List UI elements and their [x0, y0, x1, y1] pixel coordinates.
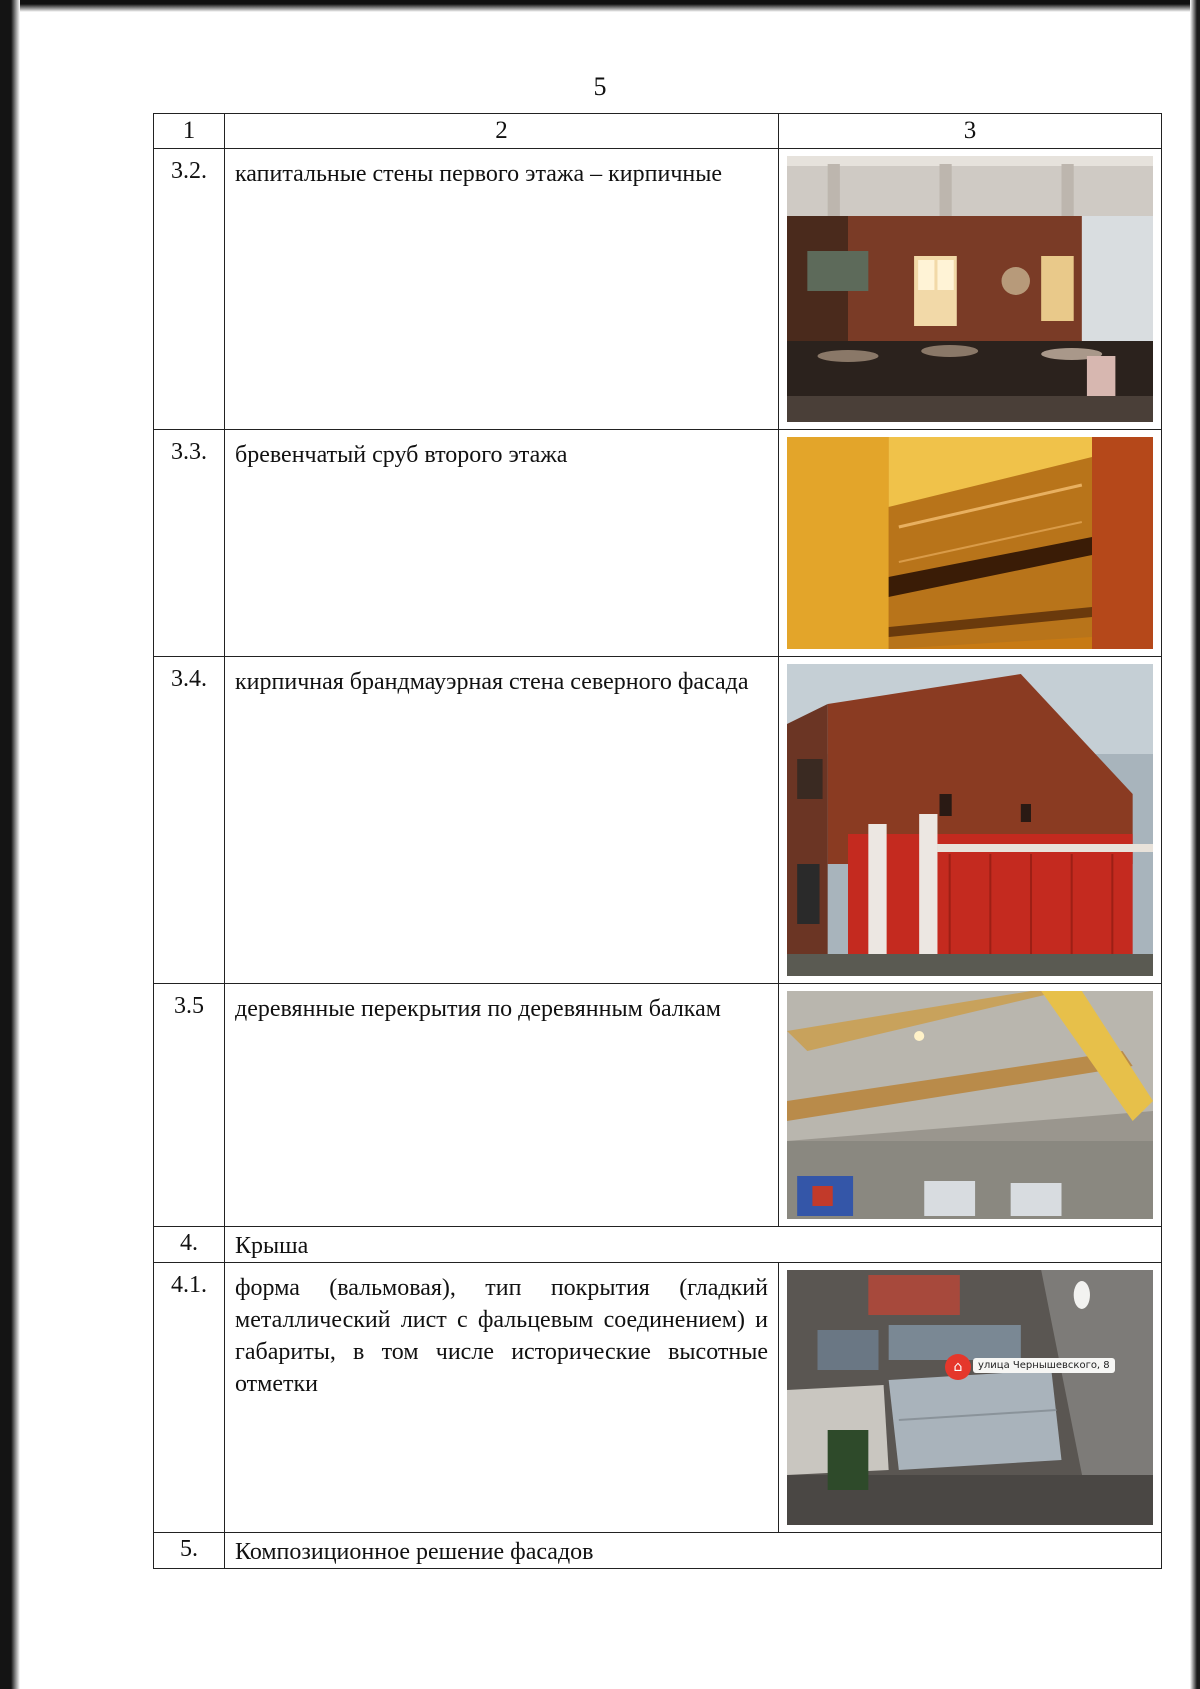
brick-firewall-photo [787, 664, 1153, 976]
elements-table [153, 113, 1162, 1569]
header-col-2: 2 [225, 114, 779, 149]
table-row [154, 1263, 1162, 1533]
photo-cell [779, 984, 1162, 1227]
wooden-ceiling-photo [787, 991, 1153, 1219]
row-number: 3.5 [154, 984, 225, 1227]
aerial-roof-photo [787, 1270, 1153, 1525]
row-description: деревянные перекрытия по деревянным балкам [225, 984, 779, 1227]
photo-cell [779, 657, 1162, 984]
header-col-1: 1 [154, 114, 225, 149]
row-description: бревенчатый сруб второго этажа [225, 430, 779, 657]
table-row [154, 149, 1162, 430]
map-address-label: улица Чернышевского, 8 [973, 1358, 1115, 1373]
page-number: 5 [593, 72, 607, 101]
log-frame-photo [787, 437, 1153, 649]
row-description: капитальные стены первого этажа – кирпичные [225, 149, 779, 430]
table-row [154, 984, 1162, 1227]
table-row [154, 430, 1162, 657]
photo-cell [779, 1263, 1162, 1533]
scan-edge-top [0, 0, 1200, 12]
row-description: кирпичная брандмауэрная стена северного фасада [225, 657, 779, 984]
row-number: 5. [154, 1533, 225, 1569]
photo-cell [779, 149, 1162, 430]
scan-edge-left [0, 0, 20, 1689]
row-number: 4. [154, 1227, 225, 1263]
table-header-row [154, 114, 1162, 149]
row-number: 4.1. [154, 1263, 225, 1533]
photo-cell [779, 430, 1162, 657]
table-row [154, 657, 1162, 984]
cafe-interior-photo [787, 156, 1153, 422]
scan-edge-right [1190, 0, 1200, 1689]
row-number: 3.2. [154, 149, 225, 430]
row-description: форма (вальмовая), тип покрытия (гладкий металлический лист с фальцевым соединением) и габариты, в том числе исторические высотные отметки [225, 1263, 779, 1533]
row-number: 3.3. [154, 430, 225, 657]
map-pin-icon: ⌂ [945, 1354, 971, 1380]
row-number: 3.4. [154, 657, 225, 984]
header-col-3: 3 [779, 114, 1162, 149]
section-title: Композиционное решение фасадов [225, 1533, 1162, 1569]
table-section-row [154, 1227, 1162, 1263]
section-title: Крыша [225, 1227, 1162, 1263]
table-section-row [154, 1533, 1162, 1569]
